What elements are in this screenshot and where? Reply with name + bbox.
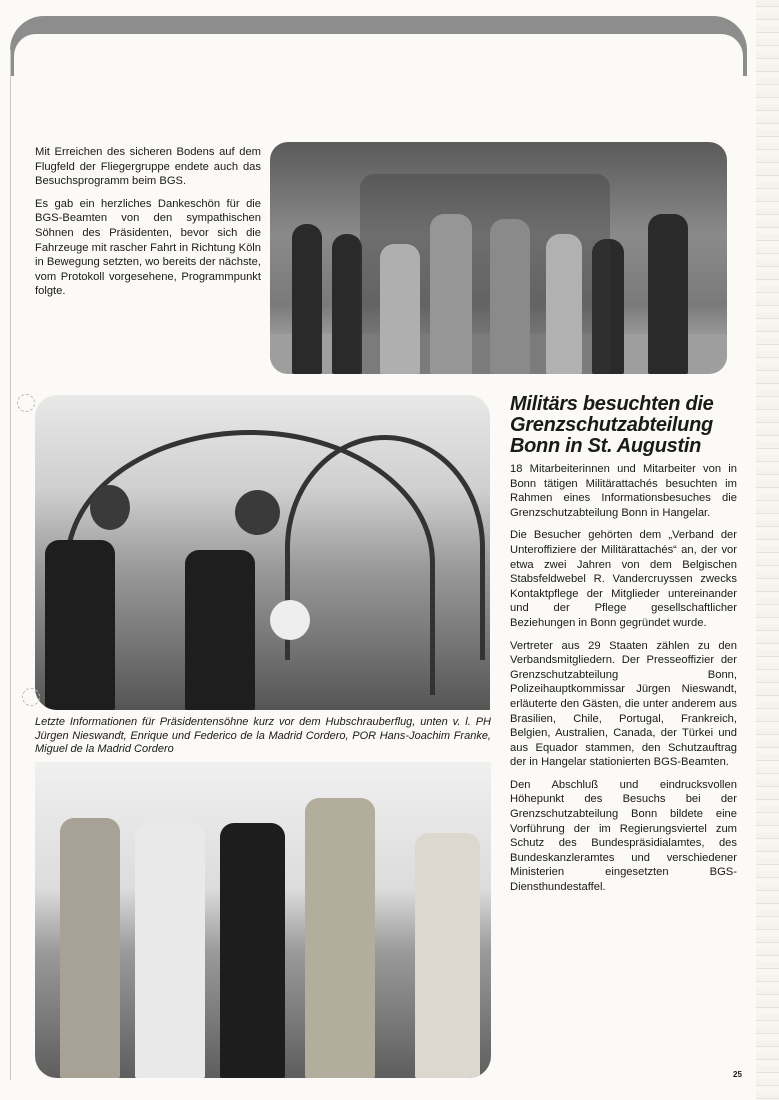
group-outdoor-photo <box>35 762 491 1078</box>
punch-hole-mark <box>22 688 40 706</box>
margin-line <box>10 50 11 1080</box>
page-number: 25 <box>733 1070 742 1079</box>
intro-text <box>35 145 261 307</box>
scan-edge <box>756 0 779 1100</box>
article-paragraph: Die Besucher gehörten dem „Verband der Unteroffiziere der Militärattachés“ an, der vor etwa zwei Jahren von dem Belgischen Stabsfeldwebel R. Vandercruyssen zwecks Kontaktpflege der Mitglieder untereinander und der Pflege gesellschaftlicher Beziehungen in Bonn gegründet wurde. <box>510 529 737 629</box>
helicopter-photo <box>35 395 490 710</box>
article-paragraph: 18 Mitarbeiterinnen und Mitarbeiter von in Bonn tätigen Militärattachés besuchten im Rahmen eines Informationsbesuches die Grenzschutzabteilung Bonn in Hangelar. <box>510 463 737 519</box>
article-paragraph: Vertreter aus 29 Staaten zählen zu den Verbandsmitgliedern. Der Presseoffizier der Grenzschutzabteilung Bonn, Polizeihauptkommissar Jürgen Nieswandt, erläuterte den Gästen, die unter anderem aus Brasilien, Chile, Portugal, Frankreich, Belgien, Australien, Canada, der Türkei und aus Equador stammen, den Schutzauftrag der in Hangelar stationierten BGS-Beamten. <box>510 639 737 769</box>
article-title: Militärs besuchten die Grenzschutzabteilung Bonn in St. Augustin <box>510 393 714 457</box>
article-paragraph: Den Abschluß und eindrucksvollen Höhepunkt des Besuchs bei der Grenzschutzabteilung Bonn bildete eine Vorführung der im Regierungsviertel zum Schutz des Bundespräsidialamtes, des Bundeskanzleramtes und verschiedener Ministerien eingesetzten BGS-Diensthundestaffel. <box>510 778 737 894</box>
intro-paragraph: Mit Erreichen des sicheren Bodens auf dem Flugfeld der Fliegergruppe endete auch das Besuchsprogramm beim BGS. <box>35 146 261 188</box>
article-body <box>510 462 737 903</box>
photo-caption: Letzte Informationen für Präsidentensöhne kurz vor dem Hubschrauberflug, unten v. l. PH Jürgen Nieswandt, Enrique und Federico de la Madrid Cordero, POR Hans-Joachim Franke, Miguel de la Madrid Cordero <box>35 716 491 756</box>
intro-paragraph: Es gab ein herzliches Dankeschön für die BGS-Beamten von den sympathischen Söhnen des Präsidenten, bevor sich die Fahrzeuge mit rascher Fahrt in Richtung Köln in Bewegung setzten, wo bereits der nächste, vom Protokoll vorgesehene, Programmpunkt folgte. <box>35 197 261 298</box>
group-photo <box>270 142 727 374</box>
punch-hole-mark <box>17 394 35 412</box>
